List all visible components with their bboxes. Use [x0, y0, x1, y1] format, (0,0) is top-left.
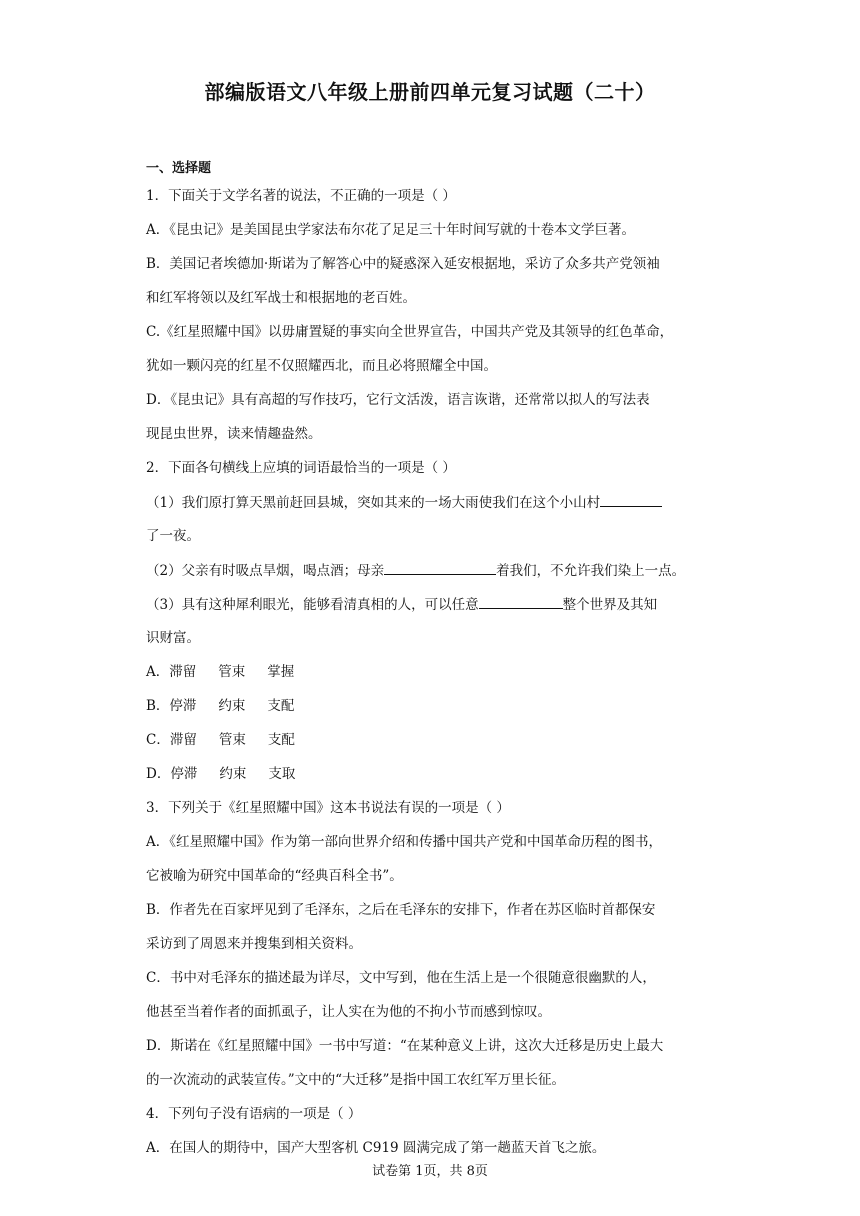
- option-letter: B．: [146, 698, 170, 714]
- sentence-3-text-a: （3）具有这种犀利眼光，能够看清真相的人，可以任意: [146, 597, 479, 613]
- question-2-option-d: [146, 764, 718, 798]
- option-letter: A．: [146, 664, 170, 680]
- option-word: 约束: [218, 698, 246, 714]
- option-word: 约束: [219, 766, 247, 782]
- question-3-option-d-line1: D．斯诺在《红星照耀中国》一书中写道：“在某种意义上讲，这次大迁移是历史上最大: [146, 1038, 664, 1054]
- question-3-option-a-line2: 它被喻为研究中国革命的“经典百科全书”。: [146, 868, 403, 884]
- sentence-3-text-b: 整个世界及其知: [562, 597, 658, 613]
- question-1-option-c-line2: 犹如一颗闪亮的红星不仅照耀西北，而且必将照耀全中国。: [146, 358, 497, 374]
- question-2-sentence-2: [146, 560, 718, 594]
- option-word: 滞留: [169, 664, 197, 680]
- question-3-option-b-line1: B．作者先在百家坪见到了毛泽东，之后在毛泽东的安排下，作者在苏区临时首都保安: [146, 902, 656, 918]
- question-3-option-b-line2: 采访到了周恩来并搜集到相关资料。: [146, 936, 362, 952]
- question-3-option-d-line2: 的一次流动的武装宣传。”文中的“大迁移”是指中国工农红军万里长征。: [146, 1072, 565, 1088]
- question-1-option-c-line1: C.《红星照耀中国》以毋庸置疑的事实向全世界宣告，中国共产党及其领导的红色革命，: [146, 324, 674, 340]
- page-footer: 试卷第 1页，共 8页: [372, 1164, 488, 1179]
- option-word: 管束: [218, 664, 246, 680]
- question-1-option-b-line2: 和红军将领以及红军战士和根据地的老百姓。: [146, 290, 416, 306]
- question-2-sentence-3: [146, 594, 718, 628]
- question-3-stem: 3．下列关于《红星照耀中国》这本书说法有误的一项是（ ）: [146, 800, 510, 816]
- questions: [146, 186, 718, 1172]
- option-word: 支取: [268, 766, 296, 782]
- question-1-stem: 1．下面关于文学名著的说法，不正确的一项是（ ）: [146, 188, 456, 204]
- option-letter: C．: [146, 732, 170, 748]
- question-2-option-c: [146, 730, 718, 764]
- question-2-sentence-1: [146, 492, 718, 526]
- option-word: 支配: [267, 698, 295, 714]
- fill-blank-3: [479, 594, 563, 609]
- option-word: 滞留: [169, 732, 197, 748]
- question-4-stem: 4．下列句子没有语病的一项是（ ）: [146, 1106, 362, 1122]
- option-word: 停滞: [169, 698, 197, 714]
- sentence-2-text-b: 着我们，不允许我们染上一点。: [496, 563, 686, 579]
- question-1-option-a: A．《昆虫记》是美国昆虫学家法布尔花了足足三十年时间写就的十卷本文学巨著。: [146, 222, 635, 238]
- fill-blank-1: [600, 492, 662, 507]
- question-3-option-a-line1: A．《红星照耀中国》作为第一部向世界介绍和传播中国共产党和中国革命历程的图书，: [146, 834, 662, 850]
- option-letter: D．: [146, 766, 171, 782]
- option-word: 管束: [218, 732, 246, 748]
- question-3-option-c-line2: 他甚至当着作者的面抓虱子，让人实在为他的不拘小节而感到惊叹。: [146, 1004, 551, 1020]
- question-2-option-b: [146, 696, 718, 730]
- question-2-sentence-1-cont: 了一夜。: [146, 528, 200, 544]
- question-2-sentence-3-cont: 识财富。: [146, 630, 200, 646]
- option-word: 掌握: [267, 664, 295, 680]
- question-1-option-d-line2: 现昆虫世界，读来情趣盎然。: [146, 426, 322, 442]
- page-title: 部编版语文八年级上册前四单元复习试题（二十）: [204, 80, 656, 104]
- sentence-2-text-a: （2）父亲有时吸点旱烟，喝点酒；母亲: [146, 563, 385, 579]
- section-heading: 一、选择题: [146, 161, 212, 176]
- fill-blank-2: [384, 560, 496, 575]
- question-1-option-b-line1: B．美国记者埃德加·斯诺为了解答心中的疑惑深入延安根据地，采访了众多共产党领袖: [146, 256, 660, 272]
- question-2-stem: 2．下面各句横线上应填的词语最恰当的一项是（ ）: [146, 460, 456, 476]
- sentence-1-text: （1）我们原打算天黑前赶回县城，突如其来的一场大雨使我们在这个小山村: [146, 495, 601, 511]
- question-4-option-a: A．在国人的期待中，国产大型客机 C919 圆满完成了第一趟蓝天首飞之旅。: [146, 1140, 606, 1156]
- question-2-option-a: [146, 662, 718, 696]
- question-1-option-d-line1: D．《昆虫记》具有高超的写作技巧，它行文活泼，语言诙谐，还常常以拟人的写法表: [146, 392, 650, 408]
- option-word: 停滞: [170, 766, 198, 782]
- question-3-option-c-line1: C．书中对毛泽东的描述最为详尽，文中写到，他在生活上是一个很随意很幽默的人，: [146, 970, 656, 986]
- option-word: 支配: [267, 732, 295, 748]
